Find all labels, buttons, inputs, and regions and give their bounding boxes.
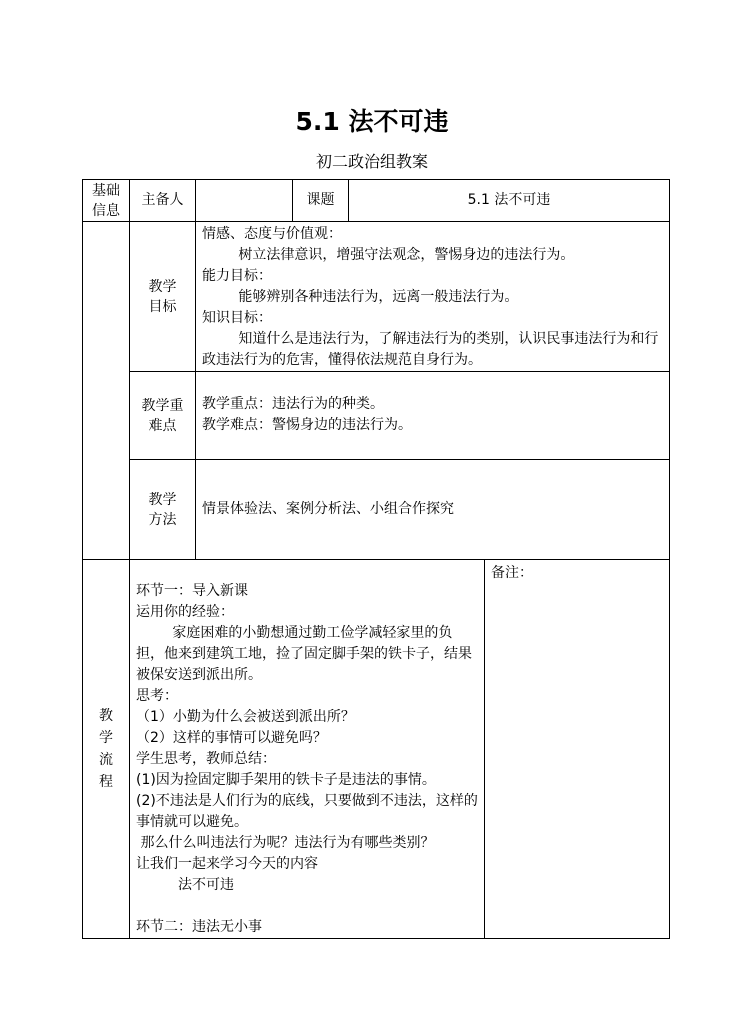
goals-label-line2: 目标 (148, 298, 177, 315)
process-content (130, 560, 485, 939)
process-line: (2)不违法是人们行为的底线，只要做到不违法，这样的事情就可以避免。 (136, 793, 478, 830)
preparer-label: 主备人 (130, 180, 196, 222)
process-line: 思考： (136, 688, 178, 704)
process-label-char: 学 (99, 730, 113, 746)
goals-line: 能力目标： (202, 268, 272, 284)
topic-label: 课题 (293, 180, 349, 222)
goals-label-line1: 教学 (148, 278, 177, 295)
process-line: 法不可违 (178, 877, 234, 893)
process-line: 那么什么叫违法行为呢？违法行为有哪些类别？ (136, 835, 435, 851)
methods-label-line1: 教学 (148, 491, 177, 508)
goals-label (130, 222, 196, 372)
methods-content: 情景体验法、案例分析法、小组合作探究 (196, 460, 670, 560)
goals-line: 能够辨别各种违法行为，远离一般违法行为。 (238, 289, 519, 305)
basic-info-label-line2: 信息 (92, 202, 120, 219)
notes-label: 备注： (491, 565, 533, 581)
basic-info-label (83, 180, 130, 222)
goals-line: 知道什么是违法行为，了解违法行为的类别，认识民事违法行为和行政违法行为的危害，懂得依法规范自身行为。 (202, 331, 659, 368)
goals-line: 情感、态度与价值观： (202, 226, 342, 242)
process-line: (1)因为捡固定脚手架用的铁卡子是违法的事情。 (136, 772, 436, 788)
document-subtitle: 初二政治组教案 (315, 152, 428, 171)
goals-content (196, 222, 670, 372)
blank-section-label (83, 222, 130, 560)
key-points-row (83, 372, 670, 460)
process-line: 家庭困难的小勤想通过勤工俭学减轻家里的负担，他来到建筑工地，捡了固定脚手架的铁卡子，结果被保安送到派出所。 (136, 625, 472, 683)
process-label-char: 流 (99, 752, 113, 768)
process-label (83, 560, 130, 939)
process-line: 环节二：违法无小事 (136, 919, 262, 935)
key-points-label-line1: 教学重 (141, 397, 184, 414)
process-line: 让我们一起来学习今天的内容 (136, 856, 318, 872)
key-difficulty: 教学难点：警惕身边的违法行为。 (202, 417, 412, 433)
goals-line: 知识目标： (202, 310, 272, 326)
process-line: （1）小勤为什么会被送到派出所？ (136, 709, 355, 725)
basic-info-label-line1: 基础 (92, 182, 120, 199)
topic-value: 5.1 法不可违 (349, 180, 670, 222)
process-label-char: 程 (99, 774, 113, 790)
key-points-label-line2: 难点 (148, 417, 177, 434)
process-row (83, 560, 670, 939)
process-line: 学生思考，教师总结： (136, 751, 276, 767)
key-points-content (196, 372, 670, 460)
goals-line: 树立法律意识，增强守法观念，警惕身边的违法行为。 (238, 247, 575, 263)
document-title: 5.1 法不可违 (295, 107, 449, 136)
process-line: 运用你的经验： (136, 604, 234, 620)
process-line (136, 896, 480, 917)
process-line: 环节一：导入新课 (136, 583, 248, 599)
methods-label (130, 460, 196, 560)
info-row (83, 180, 670, 222)
preparer-value (196, 180, 293, 222)
key-focus: 教学重点：违法行为的种类。 (202, 396, 384, 412)
notes-column (485, 560, 670, 939)
key-points-label (130, 372, 196, 460)
process-line: （2）这样的事情可以避免吗？ (136, 730, 327, 746)
goals-row (83, 222, 670, 372)
lesson-plan-table (82, 179, 670, 939)
methods-row (83, 460, 670, 560)
process-label-char: 教 (99, 708, 113, 724)
methods-label-line2: 方法 (148, 511, 177, 528)
